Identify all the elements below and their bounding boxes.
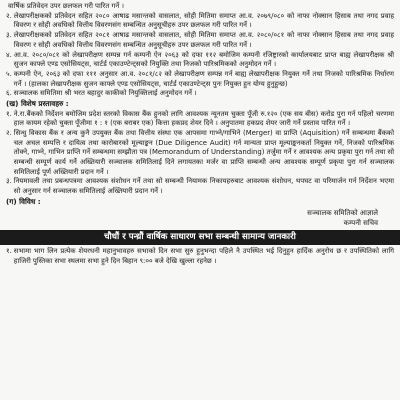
general-info-banner: चौधौं र पन्ध्रौं वार्षिक साधारण सभा सम्बन्धी सामान्य जानकारी xyxy=(0,230,400,245)
item-number: ३. xyxy=(6,31,12,40)
item-number: २. xyxy=(6,11,12,20)
item-number: १. xyxy=(6,109,12,118)
item-text: आ.व. २०८०/०८१ को लेखापरीक्षण सम्पन्न गर्न कम्पनी ऐन २०६३ को दफा ११२ बमोजिम कम्पनी रजिष्ट्रारको कार्यालयबाट प्राप्त बाह्य लेखापरीक्षक श्री सुजन काफ्ले एण्ड एसोसियट्स, चार्टर्ड एकाउण्टेन्ट्सको नियुक्ति तथा निजको पारिश्रमिकको अनुमोदन गर्ने । xyxy=(13,50,394,69)
list-item xyxy=(6,177,394,196)
signature-block xyxy=(6,209,394,228)
list-item xyxy=(6,12,394,31)
item-number: ५. xyxy=(6,69,12,78)
item-text: नियमावली तथा प्रबन्धपत्रमा आवश्यक संशोधन गर्ने तथा सो सम्बन्धी नियामक निकायहरुबाट आवश्यक संशोधन, थपघट वा परिमार्जन गर्न निर्देशन भएमा सो अनुसार गर्न सञ्चालक समितिलाई अख्तियारी प्रदान गर्ने । xyxy=(13,177,394,196)
item-number: ३. xyxy=(6,177,12,186)
item-text: ने.रा.बैंकको निर्देशन बमोजिम प्रदेश स्तरको विकास बैंक हुनको लागि आवश्यक न्यूनतम चुक्ता पूँजी रु.१२० (एक सय बीस) करोड पुरा गर्न पहिलो चरणमा हाल कायम रहेको चुक्ता पूँजीमा १ : १ (एक बराबर एक) कित्ता हकप्रद शेयर दिने । अनुपातमा हकप्रद शेयर जारी गर्ने प्रस्ताव पारित गर्ने । xyxy=(13,109,394,128)
list-item xyxy=(6,51,394,70)
item-text: लेखापरीक्षकको प्रतिवेदन सहित २०८० आषाढ मसान्तको वासलात, सोही मितिमा समाप्त आ.व. २०७९/०८० को नाफा नोक्सान हिसाब तथा नगद प्रवाह विवरण र सोही अवधिको वित्तीय विवरणसंग सम्बन्धित अनुसूचीहरु उपर छलफल गरी पारित गर्ने । xyxy=(13,11,394,30)
list-item xyxy=(6,2,394,12)
list-item xyxy=(6,31,394,50)
miscellaneous-heading: (ग) विविध : xyxy=(6,196,41,206)
agenda-list-ordinary xyxy=(6,2,394,99)
special-proposals-heading: (ख) विशेष प्रस्तावहरु : xyxy=(6,99,69,109)
item-text: सभामा भाग लिन प्रत्येक शेयरधनी महानुभावहरु सभाको दिन सभा सुरु हुनुभन्दा पहिले नै उपस्थित भई दिनुहुन हार्दिक अनुरोध छ र उपस्थितिको लागि हाजिरी पुस्तिका सभा स्थलमा सभा हुने दिन बिहान ९:०० बजे देखि खुल्ला रहनेछ । xyxy=(13,247,394,266)
item-text: सिन्धु विकास बैंक र अन्य कुनै उपयुक्त बैंक तथा वित्तीय संस्था एक आपसमा गाभ्ने/गाभिने (Merger) वा प्राप्ति (Aquisition) गर्ने सम्बन्धमा बैंकको चल अचल सम्पत्ति र दायित्व तथा कारोबारको मूल्याङ्कन (Due Diligence Audit) गर्न मान्यता प्राप्त मूल्याङ्कनकर्ता नियुक्त गर्ने, निजको पारिश्रमिक तोक्ने, गाभ्ने, गाभिन प्राप्ति गर्ने सम्बन्धमा सम्झौता पत्र (Memorandum of Understanding) तर्जुमा गर्ने र आवश्यक अन्य प्रकृया पुरा गर्न तथा सो सम्बन्धी सम्पूर्ण कार्य गर्ने अख्तियारी सञ्चालक समितिलाई दिने लगायतका मर्जर वा प्राप्ति सम्बन्धी अन्य आवश्यक सम्पूर्ण प्रकृया पुरा गर्न सञ्चालक समितिलाई पूर्ण अख्तियारी प्रदान गर्ने । xyxy=(13,128,394,176)
item-number: २. xyxy=(6,128,12,137)
signature-authority: सञ्चालक समितिको आज्ञाले xyxy=(307,209,378,218)
list-item xyxy=(6,89,394,99)
signature-title: कम्पनी सचिव xyxy=(343,218,378,227)
item-number: १. xyxy=(6,247,12,256)
list-item xyxy=(6,110,394,129)
item-text: लेखापरीक्षकको प्रतिवेदन सहित २०८१ आषाढ मसान्तको वासलात, सोही मितिमा समाप्त आ.व. २०८०/०८१ को नाफा नोक्सान हिसाब तथा नगद प्रवाह विवरण र सोही अवधिको वित्तीय विवरणसंग सम्बन्धित अनुसूचीहरु उपर छलफल गरी पारित गर्ने । xyxy=(13,31,394,49)
item-number: ४. xyxy=(6,50,12,59)
list-item xyxy=(6,70,394,89)
list-item xyxy=(6,247,394,266)
list-item xyxy=(6,129,394,178)
agenda-list-special xyxy=(6,110,394,197)
item-text: वार्षिक प्रतिवेदन उपर छलफल गरी पारित गर्ने । xyxy=(8,2,124,10)
item-text: कम्पनी ऐन, २०६३ को दफा १११ अनुसार आ.व. २०८१/८२ को लेखापरीक्षण सम्पन्न गर्न बाह्य लेखापरीक्षक नियुक्त गर्ने तथा निजको पारिश्रमिक निर्धारण गर्ने । (हालका लेखापरीक्षक सुजन काफ्ले एण्ड एसोसियट्स, चार्टर्ड एकाउण्टेन्ट्स पुनः नियुक्त हुन योग्य हुनुहुन्छ) xyxy=(13,69,394,88)
item-number: ६. xyxy=(6,89,12,98)
item-text: सञ्चालक समितिमा श्री भरत बहादुर काकीको नियुक्तिलाई अनुमोदन गर्ने । xyxy=(13,89,197,98)
general-info-list xyxy=(6,247,394,266)
